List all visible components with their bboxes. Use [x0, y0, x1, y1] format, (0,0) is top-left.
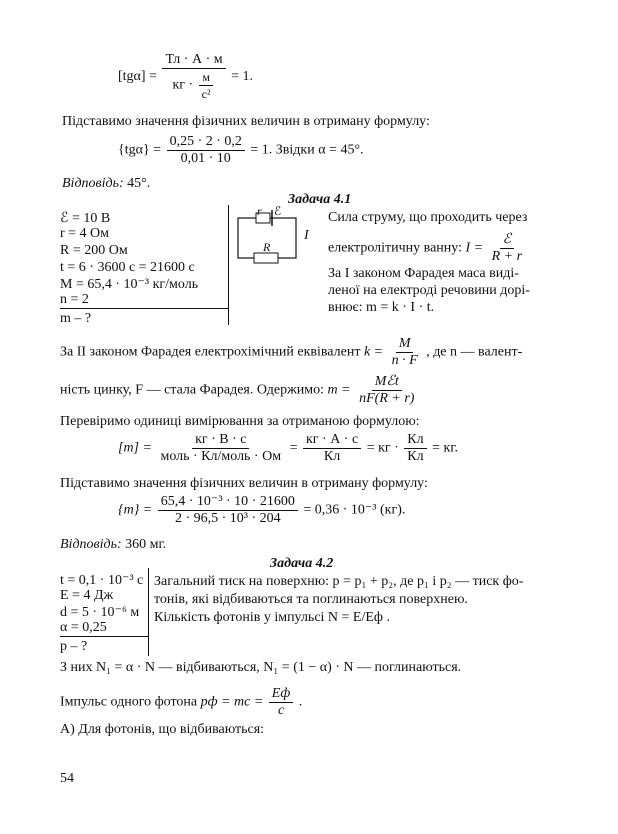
- given-item: R = 200 Ом: [60, 243, 128, 258]
- task42-desc-3: Кількість фотонів у імпульсі N = E/Eф .: [154, 610, 390, 625]
- given-item: ℰ = 10 В: [60, 211, 111, 226]
- units-mid: = кг ·: [366, 440, 399, 456]
- units-eq: =: [289, 440, 298, 456]
- given-vertical-line: [228, 205, 229, 325]
- photon-impulse-line: [60, 686, 302, 719]
- units-rhs: = кг.: [432, 440, 458, 456]
- unit-fraction: [162, 52, 225, 102]
- circuit-emf-label: ℰ: [274, 204, 282, 218]
- unit-den-b-den: с²: [201, 87, 211, 101]
- impulse-num: Eф: [269, 686, 294, 703]
- given-vertical-line: [148, 568, 149, 656]
- answer-1: [62, 176, 150, 192]
- given-item: n = 2: [60, 292, 89, 307]
- desc-line: леної на електроді речовини дорі-: [328, 283, 530, 298]
- val2-rhs: = 0,36 · 10⁻³ (кг).: [303, 502, 406, 518]
- current-den: R + r: [491, 249, 523, 264]
- circuit-R-label: R: [263, 240, 271, 254]
- val2-den: 2 · 96,5 · 10³ · 204: [174, 511, 281, 526]
- unit-numerator: Тл · А · м: [162, 52, 225, 69]
- desc-line: За I законом Фарадея маса виді-: [328, 266, 519, 281]
- val-numerator: 0,25 · 2 · 0,2: [167, 134, 245, 151]
- given-item: E = 4 Дж: [60, 588, 114, 603]
- given-item: t = 6 · 3600 с = 21600 с: [60, 260, 195, 275]
- m-num: Mℰt: [372, 374, 402, 391]
- val-fraction: [167, 134, 245, 167]
- val2-lhs: {m} =: [118, 502, 153, 518]
- mass-formula-line: [60, 374, 419, 407]
- given-item: α = 0,25: [60, 620, 107, 635]
- val2-num: 65,4 · 10⁻³ · 10 · 21600: [158, 494, 298, 511]
- given-divider: [60, 636, 148, 637]
- given-item: d = 5 · 10⁻⁶ м: [60, 605, 140, 620]
- units-f1-den: моль · Кл/моль · Ом: [160, 449, 282, 464]
- task42-line-a: З них N₁ = α · N — відбиваються, N₁ = (1 − α) · N — поглинаються.: [60, 660, 462, 675]
- unit-den-b-num: м: [199, 69, 213, 86]
- given-item: r = 4 Ом: [60, 226, 110, 241]
- substitute-text-2: Підставимо значення фізичних величин в отриману формулу:: [60, 476, 428, 491]
- impulse-text: Імпульс одного фотона: [60, 694, 198, 710]
- unit-lhs: [tgα] =: [118, 69, 157, 85]
- val-lhs: {tgα} =: [118, 142, 162, 158]
- circuit-r-label: r: [257, 204, 262, 218]
- m-fraction: [356, 374, 417, 407]
- desc-text: електролітичну ванну:: [328, 240, 462, 256]
- desc-line: Сила струму, що проходить через: [328, 210, 528, 225]
- val-rhs: = 1. Звідки α = 45°.: [250, 142, 364, 158]
- desc-line: внює: m = k · I · t.: [328, 300, 435, 315]
- impulse-fraction: [269, 686, 294, 719]
- formula-lhs: I =: [465, 240, 484, 256]
- unit-rhs: = 1.: [231, 69, 253, 85]
- task-4-2-title: Задача 4.2: [270, 556, 334, 571]
- law2-text: За II законом Фарадея електрохімічний еквівалент: [60, 344, 361, 360]
- answer-value: 360 мг.: [125, 537, 167, 552]
- law2-cont: ність цинку, F — стала Фарадея. Одержимо:: [60, 382, 325, 398]
- units-f1-num: кг · В · с: [192, 432, 249, 449]
- unit-den-frac: [199, 69, 214, 102]
- current-fraction: [489, 232, 525, 265]
- units-frac-1: [157, 432, 284, 465]
- units-frac-2: [303, 432, 361, 465]
- answer-label: Відповідь:: [60, 537, 122, 552]
- units-f2-den: Кл: [323, 449, 341, 464]
- find-item: m – ?: [60, 311, 92, 326]
- val2-fraction: [158, 494, 298, 527]
- circuit-I-label: I: [304, 228, 309, 243]
- substitute-text-1: Підставимо значення фізичних величин в отриману формулу:: [62, 114, 430, 129]
- law2-fraction: [389, 336, 421, 369]
- impulse-lhs: pф = mc =: [200, 694, 264, 710]
- answer-label: Відповідь:: [62, 176, 124, 191]
- task42-desc-2: тонів, які відбиваються та поглинаються поверхнею.: [154, 592, 468, 607]
- given-item: t = 0,1 · 10⁻³ с: [60, 573, 144, 588]
- units-f3-den: Кл: [407, 449, 424, 464]
- law2-den: n · F: [391, 353, 418, 368]
- desc-current-formula: [328, 232, 527, 265]
- m-den: nF(R + r): [359, 391, 415, 406]
- impulse-end: .: [298, 694, 303, 710]
- law2-tail: , де n — валент-: [426, 344, 523, 360]
- units-lhs: [m] =: [118, 440, 152, 456]
- value-equation-2: [118, 494, 405, 527]
- impulse-den: c: [277, 703, 285, 718]
- answer-value: 45°.: [127, 176, 151, 191]
- units-f2-num: кг · А · с: [303, 432, 361, 449]
- units-equation: [118, 432, 458, 465]
- m-lhs: m =: [327, 382, 351, 398]
- units-frac-3: [404, 432, 426, 465]
- value-equation-1: [118, 134, 364, 167]
- task42-desc-1: Загальний тиск на поверхню: p = p₁ + p₂, де p₁ і p₂ — тиск фо-: [154, 574, 524, 589]
- check-units-text: Перевіримо одиниці вимірювання за отриманою формулою:: [60, 414, 420, 429]
- part-a-heading: А) Для фотонів, що відбиваються:: [60, 722, 265, 737]
- find-item: p – ?: [60, 639, 88, 654]
- unit-denominator: [169, 69, 218, 102]
- val-denominator: 0,01 · 10: [180, 151, 231, 166]
- unit-check-equation: [118, 52, 253, 102]
- current-num: ℰ: [500, 232, 514, 249]
- law2-num: M: [396, 336, 414, 353]
- faraday-law-2: [60, 336, 522, 369]
- answer-2: [60, 537, 166, 553]
- unit-den-a: кг ·: [172, 77, 194, 93]
- units-f3-num: Кл: [404, 432, 426, 449]
- given-divider: [60, 308, 228, 309]
- task-4-1-title: Задача 4.1: [288, 192, 352, 207]
- law2-lhs: k =: [363, 344, 384, 360]
- page-number: 54: [60, 771, 74, 786]
- given-item: M = 65,4 · 10⁻³ кг/моль: [60, 277, 199, 292]
